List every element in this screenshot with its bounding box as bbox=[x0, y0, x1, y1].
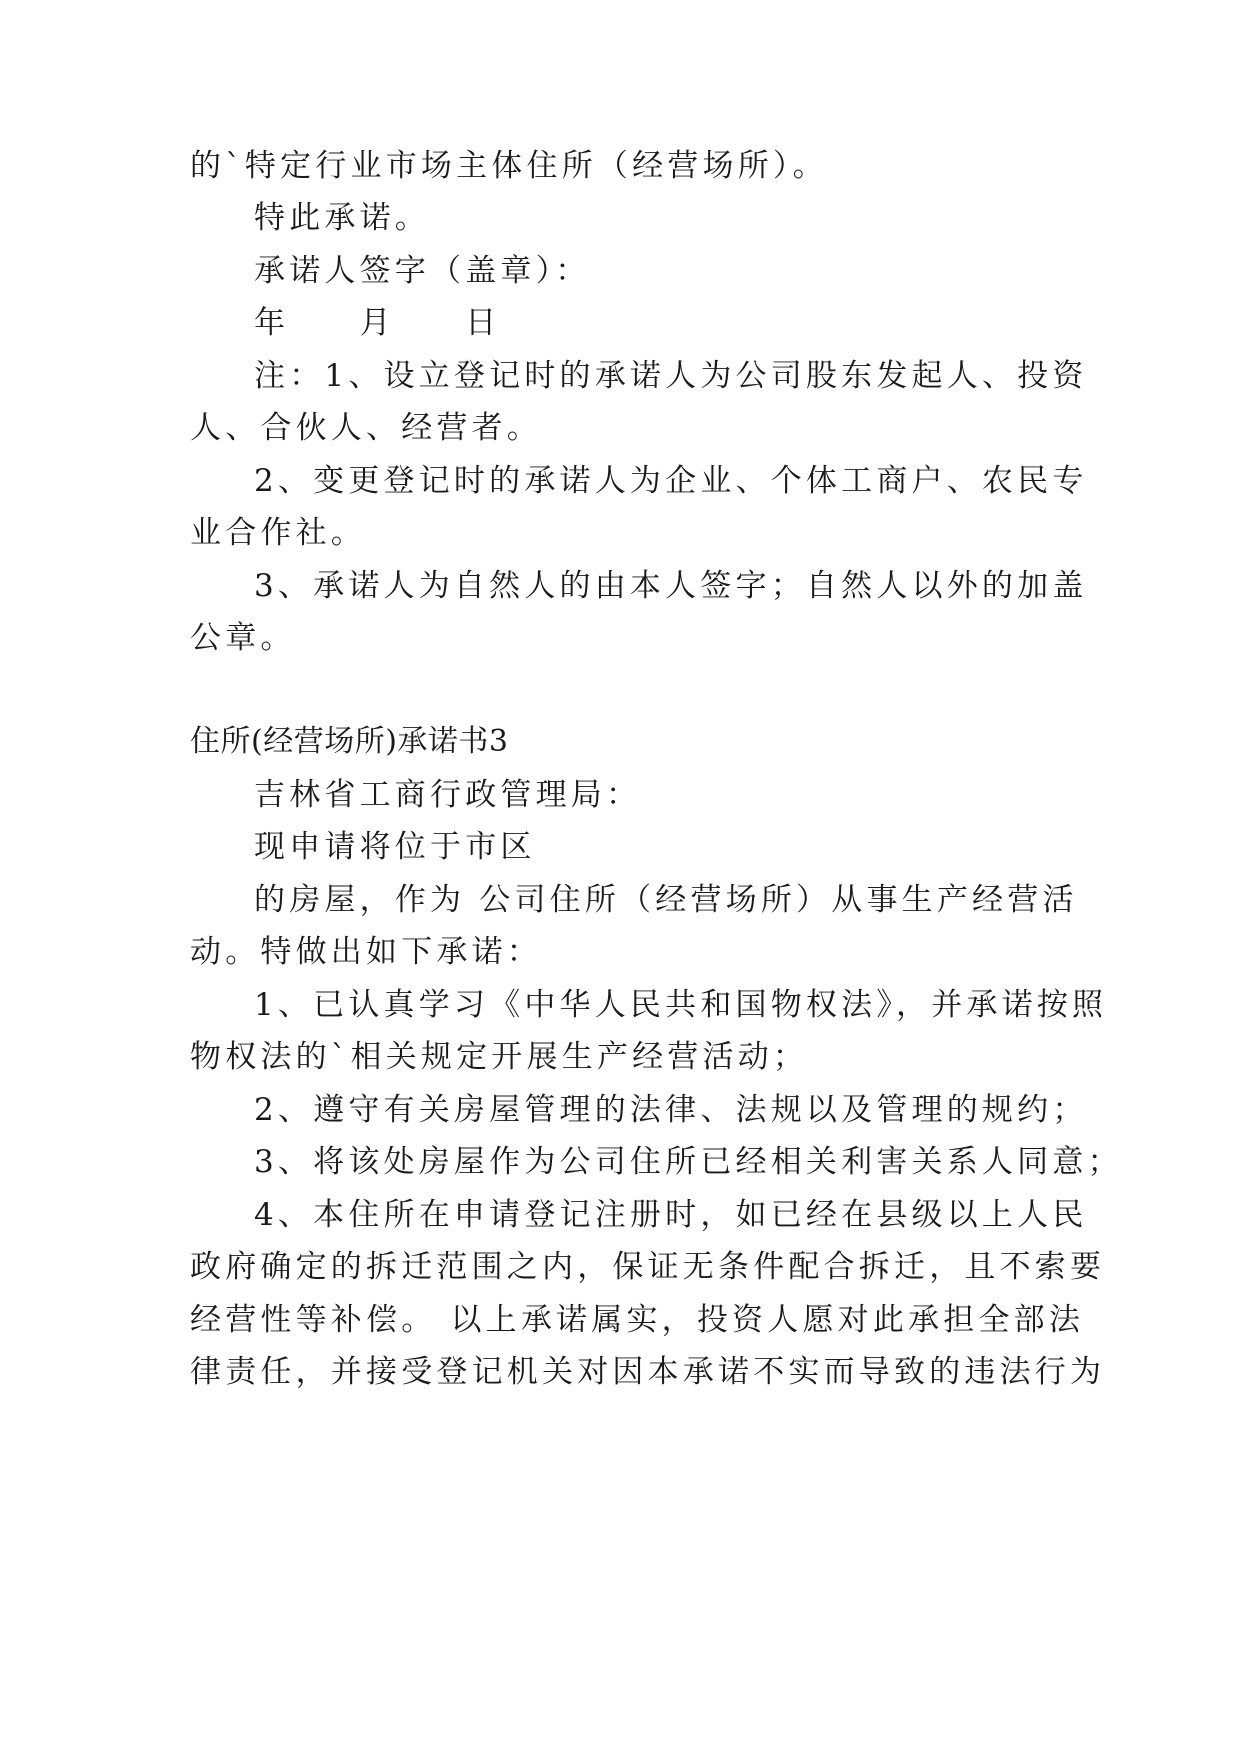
item4-line4: 律责任，并接受登记机关对因本承诺不实而导致的违法行为 bbox=[190, 1354, 1106, 1390]
note1-line1: 注：1、设立登记时的承诺人为公司股东发起人、投资 bbox=[254, 358, 1088, 394]
item1-line1: 1、已认真学习《中华人民共和国物权法》，并承诺按照 bbox=[254, 987, 1108, 1023]
item4-line1: 4、本住所在申请登记注册时，如已经在县级以上人民 bbox=[254, 1197, 1088, 1233]
item1-line2: 物权法的`相关规定开展生产经营活动； bbox=[190, 1039, 809, 1075]
section-title: 住所(经营场所)承诺书3 bbox=[190, 724, 509, 759]
item4-line2: 政府确定的拆迁范围之内，保证无条件配合拆迁，且不索要 bbox=[190, 1249, 1106, 1285]
item3-line: 3、将该处房屋作为公司住所已经相关利害关系人同意； bbox=[254, 1144, 1123, 1180]
date-line: 年 月 日 bbox=[254, 305, 501, 341]
continuation-line: 的`特定行业市场主体住所（经营场所）。 bbox=[190, 148, 828, 184]
hereby-line: 特此承诺。 bbox=[254, 200, 430, 236]
note3-line1: 3、承诺人为自然人的由本人签字；自然人以外的加盖 bbox=[254, 568, 1088, 604]
note3-line2: 公章。 bbox=[190, 620, 296, 656]
item2-line: 2、遵守有关房屋管理的法律、法规以及管理的规约； bbox=[254, 1092, 1088, 1128]
addressee-line: 吉林省工商行政管理局： bbox=[254, 777, 642, 813]
item4-line3: 经营性等补偿。 以上承诺属实，投资人愿对此承担全部法 bbox=[190, 1302, 1085, 1338]
note1-line2: 人、合伙人、经营者。 bbox=[190, 410, 542, 446]
house-line2: 动。特做出如下承诺： bbox=[190, 934, 542, 970]
note2-line1: 2、变更登记时的承诺人为企业、个体工商户、农民专 bbox=[254, 463, 1088, 499]
note2-line2: 业合作社。 bbox=[190, 515, 366, 551]
house-line1: 的房屋，作为 公司住所（经营场所）从事生产经营活 bbox=[254, 882, 1078, 918]
apply-line: 现申请将位于市区 bbox=[254, 829, 536, 865]
signature-line: 承诺人签字（盖章）： bbox=[254, 253, 591, 289]
